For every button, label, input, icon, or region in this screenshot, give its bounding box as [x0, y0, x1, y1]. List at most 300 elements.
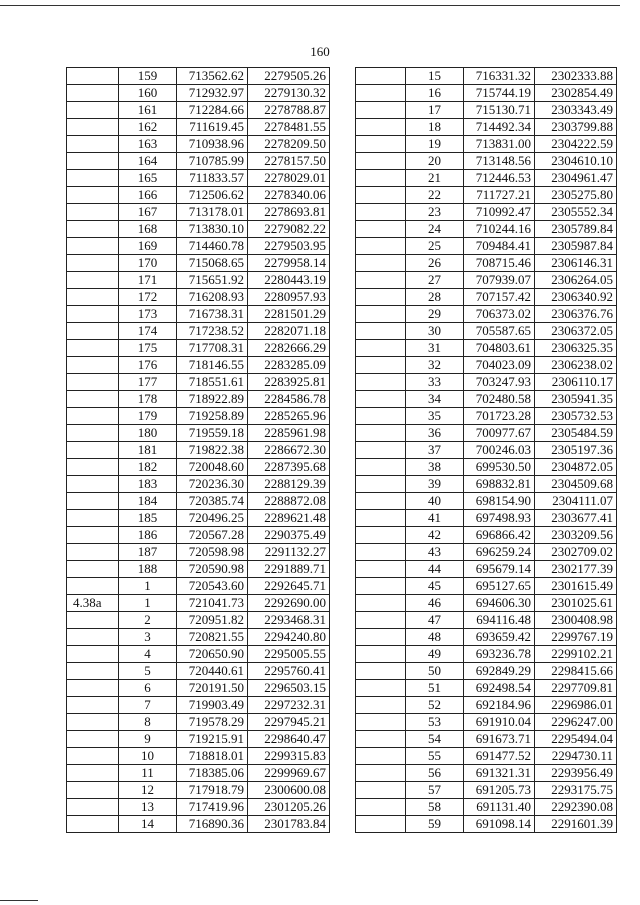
x-coordinate-cell: 697498.93 — [464, 510, 535, 527]
table-row — [356, 816, 617, 833]
table-row — [67, 306, 330, 323]
point-number-cell: 41 — [406, 510, 464, 527]
group-label-cell — [356, 646, 406, 663]
y-coordinate-cell: 2278788.87 — [248, 102, 330, 119]
point-number-cell: 169 — [119, 238, 177, 255]
x-coordinate-cell: 716890.36 — [177, 816, 248, 833]
point-number-cell: 15 — [406, 68, 464, 85]
y-coordinate-cell: 2283285.09 — [248, 357, 330, 374]
group-label-cell — [356, 578, 406, 595]
point-number-cell: 11 — [119, 765, 177, 782]
x-coordinate-cell: 713178.01 — [177, 204, 248, 221]
table-row — [67, 782, 330, 799]
y-coordinate-cell: 2278157.50 — [248, 153, 330, 170]
x-coordinate-cell: 691098.14 — [464, 816, 535, 833]
group-label-cell — [356, 306, 406, 323]
x-coordinate-cell: 707157.42 — [464, 289, 535, 306]
table-row — [356, 306, 617, 323]
point-number-cell: 52 — [406, 697, 464, 714]
y-coordinate-cell: 2305484.59 — [535, 425, 617, 442]
y-coordinate-cell: 2306110.17 — [535, 374, 617, 391]
y-coordinate-cell: 2305941.35 — [535, 391, 617, 408]
y-coordinate-cell: 2306264.05 — [535, 272, 617, 289]
y-coordinate-cell: 2306146.31 — [535, 255, 617, 272]
table-row — [67, 238, 330, 255]
table-row — [67, 459, 330, 476]
group-label-cell — [67, 408, 119, 425]
group-label-cell — [356, 391, 406, 408]
y-coordinate-cell: 2305275.80 — [535, 187, 617, 204]
table-row — [67, 374, 330, 391]
group-label-cell — [67, 578, 119, 595]
group-label-cell — [356, 731, 406, 748]
group-label-cell — [67, 493, 119, 510]
point-number-cell: 12 — [119, 782, 177, 799]
table-row — [67, 85, 330, 102]
coordinates-table-left — [66, 67, 330, 833]
y-coordinate-cell: 2297945.21 — [248, 714, 330, 731]
group-label-cell — [67, 714, 119, 731]
table-row — [356, 595, 617, 612]
point-number-cell: 26 — [406, 255, 464, 272]
point-number-cell: 182 — [119, 459, 177, 476]
group-label-cell — [67, 476, 119, 493]
group-label-cell — [356, 629, 406, 646]
table-row — [356, 153, 617, 170]
group-label-cell — [67, 357, 119, 374]
x-coordinate-cell: 691477.52 — [464, 748, 535, 765]
point-number-cell: 37 — [406, 442, 464, 459]
point-number-cell: 171 — [119, 272, 177, 289]
y-coordinate-cell: 2291601.39 — [535, 816, 617, 833]
group-label-cell — [67, 561, 119, 578]
y-coordinate-cell: 2295760.41 — [248, 663, 330, 680]
point-number-cell: 9 — [119, 731, 177, 748]
y-coordinate-cell: 2299102.21 — [535, 646, 617, 663]
x-coordinate-cell: 720440.61 — [177, 663, 248, 680]
bottom-rule — [0, 900, 38, 901]
table-row — [67, 408, 330, 425]
y-coordinate-cell: 2302333.88 — [535, 68, 617, 85]
x-coordinate-cell: 714460.78 — [177, 238, 248, 255]
x-coordinate-cell: 699530.50 — [464, 459, 535, 476]
y-coordinate-cell: 2301783.84 — [248, 816, 330, 833]
point-number-cell: 7 — [119, 697, 177, 714]
y-coordinate-cell: 2304961.47 — [535, 170, 617, 187]
x-coordinate-cell: 712284.66 — [177, 102, 248, 119]
point-number-cell: 13 — [119, 799, 177, 816]
table-row — [356, 748, 617, 765]
x-coordinate-cell: 720590.98 — [177, 561, 248, 578]
group-label-cell — [356, 663, 406, 680]
group-label-cell — [356, 255, 406, 272]
y-coordinate-cell: 2279082.22 — [248, 221, 330, 238]
x-coordinate-cell: 704803.61 — [464, 340, 535, 357]
y-coordinate-cell: 2304509.68 — [535, 476, 617, 493]
y-coordinate-cell: 2305732.53 — [535, 408, 617, 425]
group-label-cell — [67, 153, 119, 170]
group-label-cell — [67, 255, 119, 272]
x-coordinate-cell: 691131.40 — [464, 799, 535, 816]
y-coordinate-cell: 2305552.34 — [535, 204, 617, 221]
point-number-cell: 159 — [119, 68, 177, 85]
x-coordinate-cell: 720951.82 — [177, 612, 248, 629]
table-row — [356, 102, 617, 119]
table-row — [67, 629, 330, 646]
table-row — [356, 255, 617, 272]
x-coordinate-cell: 718818.01 — [177, 748, 248, 765]
table-row — [356, 799, 617, 816]
point-number-cell: 180 — [119, 425, 177, 442]
y-coordinate-cell: 2287395.68 — [248, 459, 330, 476]
y-coordinate-cell: 2278693.81 — [248, 204, 330, 221]
group-label-cell — [356, 748, 406, 765]
group-label-cell — [356, 510, 406, 527]
table-row — [67, 442, 330, 459]
group-label-cell — [356, 459, 406, 476]
point-number-cell: 4 — [119, 646, 177, 663]
y-coordinate-cell: 2282666.29 — [248, 340, 330, 357]
point-number-cell: 164 — [119, 153, 177, 170]
point-number-cell: 20 — [406, 153, 464, 170]
group-label-cell — [67, 663, 119, 680]
y-coordinate-cell: 2290375.49 — [248, 527, 330, 544]
point-number-cell: 166 — [119, 187, 177, 204]
x-coordinate-cell: 708715.46 — [464, 255, 535, 272]
table-row — [67, 816, 330, 833]
group-label-cell — [67, 612, 119, 629]
y-coordinate-cell: 2297709.81 — [535, 680, 617, 697]
x-coordinate-cell: 719822.38 — [177, 442, 248, 459]
x-coordinate-cell: 720496.25 — [177, 510, 248, 527]
group-label-cell — [356, 442, 406, 459]
x-coordinate-cell: 706373.02 — [464, 306, 535, 323]
group-label-cell — [67, 459, 119, 476]
x-coordinate-cell: 692184.96 — [464, 697, 535, 714]
y-coordinate-cell: 2302854.49 — [535, 85, 617, 102]
table-row — [356, 323, 617, 340]
point-number-cell: 22 — [406, 187, 464, 204]
group-label-cell — [67, 306, 119, 323]
point-number-cell: 36 — [406, 425, 464, 442]
y-coordinate-cell: 2293956.49 — [535, 765, 617, 782]
top-rule — [0, 5, 620, 6]
point-number-cell: 42 — [406, 527, 464, 544]
point-number-cell: 14 — [119, 816, 177, 833]
y-coordinate-cell: 2280443.19 — [248, 272, 330, 289]
y-coordinate-cell: 2279958.14 — [248, 255, 330, 272]
group-label-cell — [356, 340, 406, 357]
x-coordinate-cell: 696259.24 — [464, 544, 535, 561]
table-row — [356, 425, 617, 442]
x-coordinate-cell: 715651.92 — [177, 272, 248, 289]
point-number-cell: 8 — [119, 714, 177, 731]
y-coordinate-cell: 2299767.19 — [535, 629, 617, 646]
point-number-cell: 184 — [119, 493, 177, 510]
x-coordinate-cell: 713148.56 — [464, 153, 535, 170]
x-coordinate-cell: 720048.60 — [177, 459, 248, 476]
table-row — [67, 476, 330, 493]
table-row — [67, 204, 330, 221]
table-row — [67, 289, 330, 306]
group-label-cell — [356, 136, 406, 153]
point-number-cell: 163 — [119, 136, 177, 153]
x-coordinate-cell: 720650.90 — [177, 646, 248, 663]
table-row — [67, 391, 330, 408]
point-number-cell: 56 — [406, 765, 464, 782]
group-label-cell — [356, 680, 406, 697]
group-label-cell — [67, 119, 119, 136]
y-coordinate-cell: 2304111.07 — [535, 493, 617, 510]
y-coordinate-cell: 2306372.05 — [535, 323, 617, 340]
x-coordinate-cell: 702480.58 — [464, 391, 535, 408]
x-coordinate-cell: 705587.65 — [464, 323, 535, 340]
table-row — [356, 374, 617, 391]
point-number-cell: 174 — [119, 323, 177, 340]
x-coordinate-cell: 710244.16 — [464, 221, 535, 238]
group-label-cell — [67, 102, 119, 119]
group-label-cell — [67, 187, 119, 204]
group-label-cell — [356, 323, 406, 340]
y-coordinate-cell: 2284586.78 — [248, 391, 330, 408]
point-number-cell: 32 — [406, 357, 464, 374]
y-coordinate-cell: 2304872.05 — [535, 459, 617, 476]
group-label-cell — [67, 272, 119, 289]
y-coordinate-cell: 2281501.29 — [248, 306, 330, 323]
y-coordinate-cell: 2279505.26 — [248, 68, 330, 85]
y-coordinate-cell: 2294240.80 — [248, 629, 330, 646]
point-number-cell: 53 — [406, 714, 464, 731]
x-coordinate-cell: 703247.93 — [464, 374, 535, 391]
group-label-cell — [67, 799, 119, 816]
group-label-cell — [67, 68, 119, 85]
x-coordinate-cell: 698154.90 — [464, 493, 535, 510]
table-row — [356, 170, 617, 187]
group-label-cell — [67, 136, 119, 153]
x-coordinate-cell: 693659.42 — [464, 629, 535, 646]
table-row — [356, 578, 617, 595]
point-number-cell: 29 — [406, 306, 464, 323]
point-number-cell: 48 — [406, 629, 464, 646]
x-coordinate-cell: 712506.62 — [177, 187, 248, 204]
x-coordinate-cell: 691205.73 — [464, 782, 535, 799]
table-row — [356, 442, 617, 459]
x-coordinate-cell: 696866.42 — [464, 527, 535, 544]
table-row — [356, 493, 617, 510]
point-number-cell: 175 — [119, 340, 177, 357]
y-coordinate-cell: 2293468.31 — [248, 612, 330, 629]
x-coordinate-cell: 716208.93 — [177, 289, 248, 306]
point-number-cell: 55 — [406, 748, 464, 765]
point-number-cell: 49 — [406, 646, 464, 663]
group-label-cell — [67, 340, 119, 357]
point-number-cell: 2 — [119, 612, 177, 629]
table-row — [67, 221, 330, 238]
point-number-cell: 35 — [406, 408, 464, 425]
point-number-cell: 3 — [119, 629, 177, 646]
table-row — [67, 425, 330, 442]
x-coordinate-cell: 700246.03 — [464, 442, 535, 459]
group-label-cell — [356, 357, 406, 374]
x-coordinate-cell: 714492.34 — [464, 119, 535, 136]
table-row — [356, 697, 617, 714]
table-row — [67, 544, 330, 561]
x-coordinate-cell: 719578.29 — [177, 714, 248, 731]
point-number-cell: 167 — [119, 204, 177, 221]
y-coordinate-cell: 2297232.31 — [248, 697, 330, 714]
x-coordinate-cell: 709484.41 — [464, 238, 535, 255]
x-coordinate-cell: 719559.18 — [177, 425, 248, 442]
y-coordinate-cell: 2295005.55 — [248, 646, 330, 663]
x-coordinate-cell: 704023.09 — [464, 357, 535, 374]
group-label-cell — [356, 561, 406, 578]
x-coordinate-cell: 720191.50 — [177, 680, 248, 697]
x-coordinate-cell: 692849.29 — [464, 663, 535, 680]
group-label-cell — [67, 544, 119, 561]
table-row — [67, 170, 330, 187]
x-coordinate-cell: 693236.78 — [464, 646, 535, 663]
table-row — [67, 731, 330, 748]
point-number-cell: 21 — [406, 170, 464, 187]
table-row — [356, 714, 617, 731]
point-number-cell: 59 — [406, 816, 464, 833]
table-row — [67, 323, 330, 340]
point-number-cell: 17 — [406, 102, 464, 119]
x-coordinate-cell: 694116.48 — [464, 612, 535, 629]
group-label-cell — [356, 612, 406, 629]
group-label-cell — [67, 782, 119, 799]
x-coordinate-cell: 720543.60 — [177, 578, 248, 595]
group-label-cell — [67, 85, 119, 102]
point-number-cell: 39 — [406, 476, 464, 493]
group-label-cell — [356, 765, 406, 782]
x-coordinate-cell: 691673.71 — [464, 731, 535, 748]
y-coordinate-cell: 2305197.36 — [535, 442, 617, 459]
point-number-cell: 178 — [119, 391, 177, 408]
group-label-cell — [67, 731, 119, 748]
group-label-cell — [356, 187, 406, 204]
y-coordinate-cell: 2279130.32 — [248, 85, 330, 102]
table-row — [356, 289, 617, 306]
y-coordinate-cell: 2306376.76 — [535, 306, 617, 323]
x-coordinate-cell: 715744.19 — [464, 85, 535, 102]
group-label-cell — [67, 646, 119, 663]
table-row — [356, 68, 617, 85]
group-label-cell — [356, 272, 406, 289]
table-row — [356, 272, 617, 289]
table-row — [67, 714, 330, 731]
group-label-cell — [356, 799, 406, 816]
group-label-cell — [67, 629, 119, 646]
point-number-cell: 57 — [406, 782, 464, 799]
table-row — [67, 493, 330, 510]
y-coordinate-cell: 2278029.01 — [248, 170, 330, 187]
group-label-cell — [356, 493, 406, 510]
x-coordinate-cell: 719903.49 — [177, 697, 248, 714]
y-coordinate-cell: 2280957.93 — [248, 289, 330, 306]
x-coordinate-cell: 716738.31 — [177, 306, 248, 323]
page-number: 160 — [310, 44, 330, 59]
y-coordinate-cell: 2292690.00 — [248, 595, 330, 612]
point-number-cell: 168 — [119, 221, 177, 238]
x-coordinate-cell: 717918.79 — [177, 782, 248, 799]
point-number-cell: 187 — [119, 544, 177, 561]
x-coordinate-cell: 713830.10 — [177, 221, 248, 238]
y-coordinate-cell: 2296986.01 — [535, 697, 617, 714]
x-coordinate-cell: 718146.55 — [177, 357, 248, 374]
x-coordinate-cell: 720236.30 — [177, 476, 248, 493]
group-label-cell — [356, 204, 406, 221]
y-coordinate-cell: 2299315.83 — [248, 748, 330, 765]
group-label-cell — [67, 289, 119, 306]
y-coordinate-cell: 2303677.41 — [535, 510, 617, 527]
table-row — [67, 765, 330, 782]
y-coordinate-cell: 2302177.39 — [535, 561, 617, 578]
table-row — [67, 255, 330, 272]
table-row — [356, 85, 617, 102]
table-row — [356, 340, 617, 357]
point-number-cell: 161 — [119, 102, 177, 119]
x-coordinate-cell: 717708.31 — [177, 340, 248, 357]
y-coordinate-cell: 2279503.95 — [248, 238, 330, 255]
x-coordinate-cell: 694606.30 — [464, 595, 535, 612]
x-coordinate-cell: 711619.45 — [177, 119, 248, 136]
point-number-cell: 38 — [406, 459, 464, 476]
group-label-cell — [67, 374, 119, 391]
point-number-cell: 40 — [406, 493, 464, 510]
group-label-cell — [67, 697, 119, 714]
table-row — [356, 204, 617, 221]
y-coordinate-cell: 2286672.30 — [248, 442, 330, 459]
point-number-cell: 54 — [406, 731, 464, 748]
y-coordinate-cell: 2295494.04 — [535, 731, 617, 748]
table-row — [67, 340, 330, 357]
group-label-cell — [67, 748, 119, 765]
table-row — [356, 731, 617, 748]
table-row — [67, 578, 330, 595]
x-coordinate-cell: 711833.57 — [177, 170, 248, 187]
y-coordinate-cell: 2285961.98 — [248, 425, 330, 442]
table-row — [67, 68, 330, 85]
point-number-cell: 188 — [119, 561, 177, 578]
x-coordinate-cell: 717238.52 — [177, 323, 248, 340]
group-label-cell — [67, 221, 119, 238]
table-row — [67, 527, 330, 544]
y-coordinate-cell: 2291132.27 — [248, 544, 330, 561]
x-coordinate-cell: 718551.61 — [177, 374, 248, 391]
point-number-cell: 160 — [119, 85, 177, 102]
y-coordinate-cell: 2298640.47 — [248, 731, 330, 748]
y-coordinate-cell: 2288872.08 — [248, 493, 330, 510]
x-coordinate-cell: 707939.07 — [464, 272, 535, 289]
x-coordinate-cell: 718385.06 — [177, 765, 248, 782]
table-row — [356, 544, 617, 561]
table-row — [356, 459, 617, 476]
table-row — [67, 680, 330, 697]
x-coordinate-cell: 720598.98 — [177, 544, 248, 561]
x-coordinate-cell: 716331.32 — [464, 68, 535, 85]
point-number-cell: 18 — [406, 119, 464, 136]
point-number-cell: 183 — [119, 476, 177, 493]
table-row — [356, 476, 617, 493]
point-number-cell: 6 — [119, 680, 177, 697]
point-number-cell: 16 — [406, 85, 464, 102]
group-label-cell — [67, 323, 119, 340]
point-number-cell: 173 — [119, 306, 177, 323]
point-number-cell: 27 — [406, 272, 464, 289]
y-coordinate-cell: 2301025.61 — [535, 595, 617, 612]
table-row — [356, 136, 617, 153]
